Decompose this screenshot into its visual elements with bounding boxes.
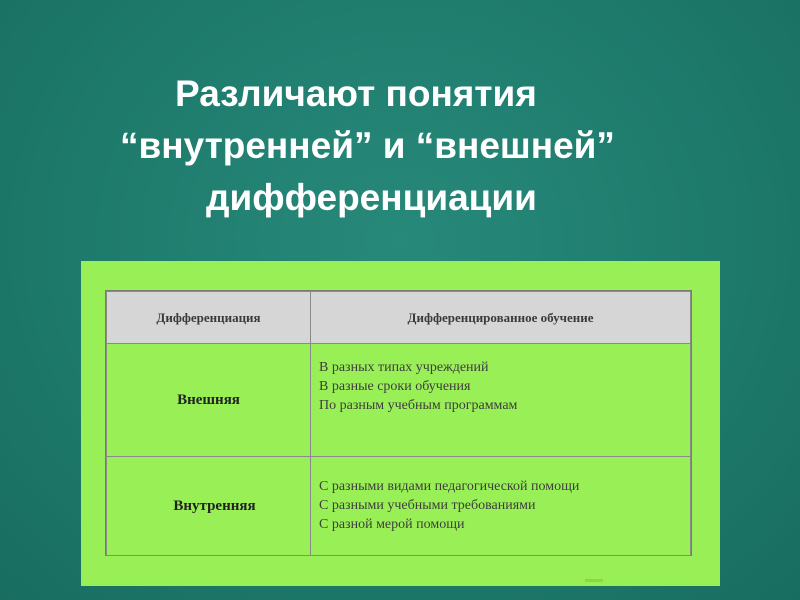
title-line-3: дифференциации (206, 177, 537, 218)
header-cell-differentiation: Дифференциация (107, 292, 311, 344)
header-cell-differentiated-learning: Дифференцированное обучение (311, 292, 691, 344)
table-header-row (107, 292, 691, 344)
list-item: По разным учебным программам (319, 398, 518, 413)
table-frame (105, 290, 692, 556)
list-item: В разных типах учреждений (319, 360, 489, 375)
list-item: С разными видами педагогической помощи (319, 479, 580, 494)
row-label-external: Внешняя (107, 344, 311, 457)
row-label-internal: Внутренняя (107, 457, 311, 556)
table-panel (81, 261, 720, 586)
row-items-external (311, 344, 691, 457)
title-line-1: Различают понятия (175, 73, 537, 114)
row-items-internal (311, 457, 691, 556)
decorative-dash (585, 579, 603, 582)
differentiation-table (106, 291, 691, 556)
title-line-2: “внутренней” и “внешней” (120, 125, 615, 166)
list-item: В разные сроки обучения (319, 379, 471, 394)
list-item: С разными учебными требованиями (319, 498, 536, 513)
table-row (107, 344, 691, 457)
list-item: С разной мерой помощи (319, 517, 465, 532)
table-row (107, 457, 691, 556)
